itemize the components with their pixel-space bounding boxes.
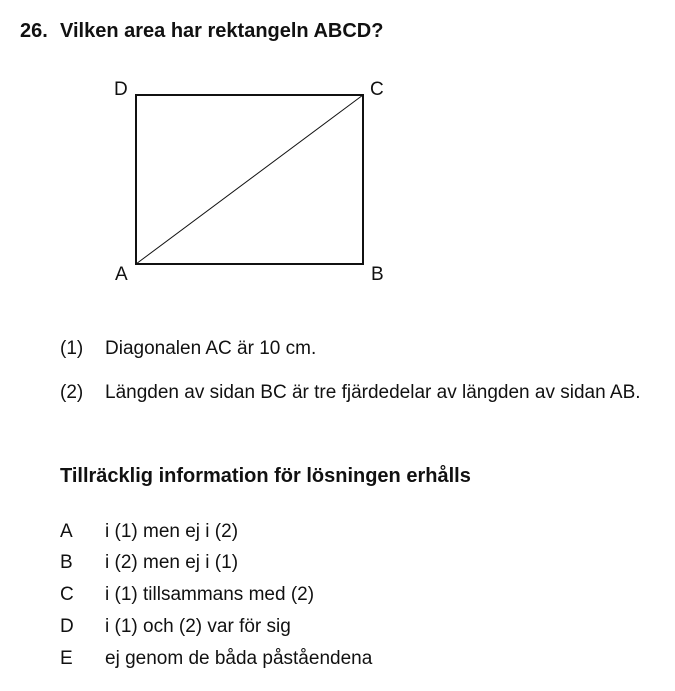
statement-2 bbox=[60, 382, 641, 404]
option-b bbox=[60, 552, 238, 574]
option-letter: B bbox=[60, 552, 73, 573]
statement-number: (1) bbox=[60, 338, 84, 359]
option-d bbox=[60, 616, 291, 638]
diagonal-ac bbox=[136, 95, 363, 264]
question-number: 26. bbox=[20, 20, 48, 42]
vertex-label-c: C bbox=[370, 79, 384, 100]
vertex-label-b: B bbox=[371, 264, 384, 285]
question-header bbox=[20, 20, 383, 43]
rectangle-figure bbox=[100, 72, 400, 292]
option-c bbox=[60, 584, 314, 606]
option-letter: D bbox=[60, 616, 74, 637]
option-letter: E bbox=[60, 648, 73, 669]
vertex-label-a: A bbox=[115, 264, 128, 285]
vertex-label-d: D bbox=[114, 79, 128, 100]
option-a bbox=[60, 521, 238, 543]
option-text: i (2) men ej i (1) bbox=[105, 552, 239, 573]
option-letter: A bbox=[60, 521, 73, 542]
option-text: ej genom de båda påståendena bbox=[105, 648, 373, 669]
option-text: i (1) och (2) var för sig bbox=[105, 616, 291, 637]
statement-1 bbox=[60, 338, 316, 360]
option-e bbox=[60, 648, 372, 670]
question-text: Vilken area har rektangeln ABCD? bbox=[60, 20, 384, 42]
option-text: i (1) tillsammans med (2) bbox=[105, 584, 315, 605]
statement-number: (2) bbox=[60, 382, 84, 403]
rectangle-diagram bbox=[100, 72, 400, 292]
instruction-heading: Tillräcklig information för lösningen erhålls bbox=[60, 465, 471, 487]
statement-text: Diagonalen AC är 10 cm. bbox=[105, 338, 317, 359]
option-letter: C bbox=[60, 584, 74, 605]
statement-text: Längden av sidan BC är tre fjärdedelar av längden av sidan AB. bbox=[105, 382, 641, 403]
option-text: i (1) men ej i (2) bbox=[105, 521, 239, 542]
